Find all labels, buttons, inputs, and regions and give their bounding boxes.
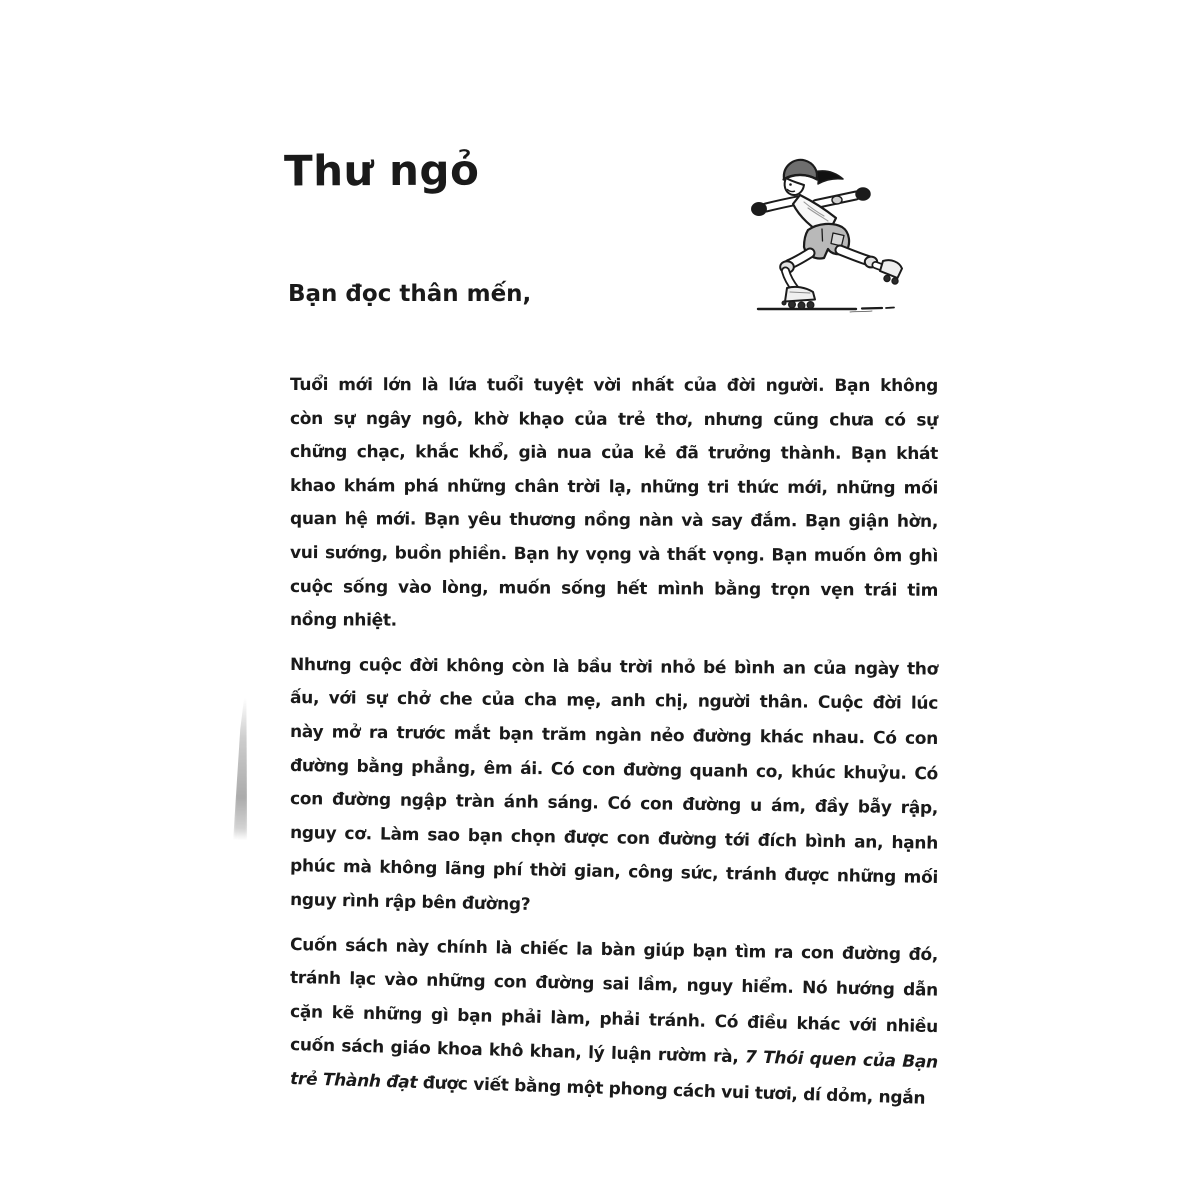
paragraph-2 [290,649,938,918]
text-line: Nhưng cuộc đời không còn là bầu trời nhỏ bé bình an của ngày thơ [289,654,939,680]
text-line: Cuốn sách này chính là chiếc la bàn giúp bạn tìm ra con đường đó, [289,934,939,965]
text-line: vui sướng, buồn phiền. Bạn hy vọng và thất vọng. Bạn muốn ôm ghì [289,542,939,567]
text-line: nguy rình rập bên đường? [289,889,531,915]
text-line: ấu, với sự chở che của cha mẹ, anh chị, người thân. Cuộc đời lúc [289,688,939,715]
text-line: nồng nhiệt. [289,610,397,631]
text-line: phúc mà không lãng phí thời gian, công sức, tránh được những mối [289,856,939,889]
back-skate [880,260,902,278]
text-line: chững chạc, khắc khổ, già nua của kẻ đã trưởng thành. Bạn khát [289,442,939,465]
paragraph-1 [290,369,938,638]
text-line: cặn kẽ những gì bạn phải làm, phải tránh. Có điều khác với nhiều [289,1001,939,1037]
rollerblader-illustration [738,152,910,320]
text-line: cuộc sống vào lòng, muốn sống hết mình bằng trọn vẹn trái tim [289,576,939,601]
paragraph-3 [289,929,939,1109]
ground-line [758,308,894,313]
text-line: con đường ngập tràn ánh sáng. Có con đường u ám, đầy bẫy rập, [289,789,939,819]
text-line: tránh lạc vào những con đường sai lầm, nguy hiểm. Nó hướng dẫn [289,968,939,1001]
front-skate [785,287,815,302]
text-line: quan hệ mới. Bạn yêu thương nồng nàn và say đắm. Bạn giận hờn, [289,509,939,533]
text-line: Tuổi mới lớn là lứa tuổi tuyệt vời nhất của đời người. Bạn không [289,375,939,397]
elbow-pad [832,196,842,204]
hair [814,171,843,184]
text-segment: được viết bằng một phong cách vui tươi, dí dỏm, ngắn [416,1072,926,1109]
text-segment: cuốn sách giáo khoa khô khan, lý luận rườm rà, [289,1035,746,1068]
text-line: còn sự ngây ngô, khờ khạo của trẻ thơ, nhưng cũng chưa có sự [289,408,939,431]
text-line: khao khám phá những chân trời lạ, những tri thức mới, những mối [289,475,939,499]
text-line: này mở ra trước mắt bạn trăm ngàn nẻo đường khác nhau. Có con [289,721,939,749]
front-fist-glove [752,203,766,215]
salutation: Bạn đọc thân mến, [288,281,532,307]
rollerblader-svg [738,152,910,320]
book-title-italic: trẻ Thành đạt [289,1068,418,1093]
page-title: Thư ngỏ [283,145,480,196]
letter-body [290,369,938,1107]
text-line: đường bằng phẳng, êm ái. Có con đường quanh co, khúc khuỷu. Có [289,755,939,784]
scan-shadow-artifact [233,698,251,840]
back-fist-glove [856,188,870,200]
book-title-italic: 7 Thói quen của Bạn [744,1047,939,1073]
face [785,178,804,195]
text-line: nguy cơ. Làm sao bạn chọn được con đường tới đích bình an, hạnh [289,822,939,854]
